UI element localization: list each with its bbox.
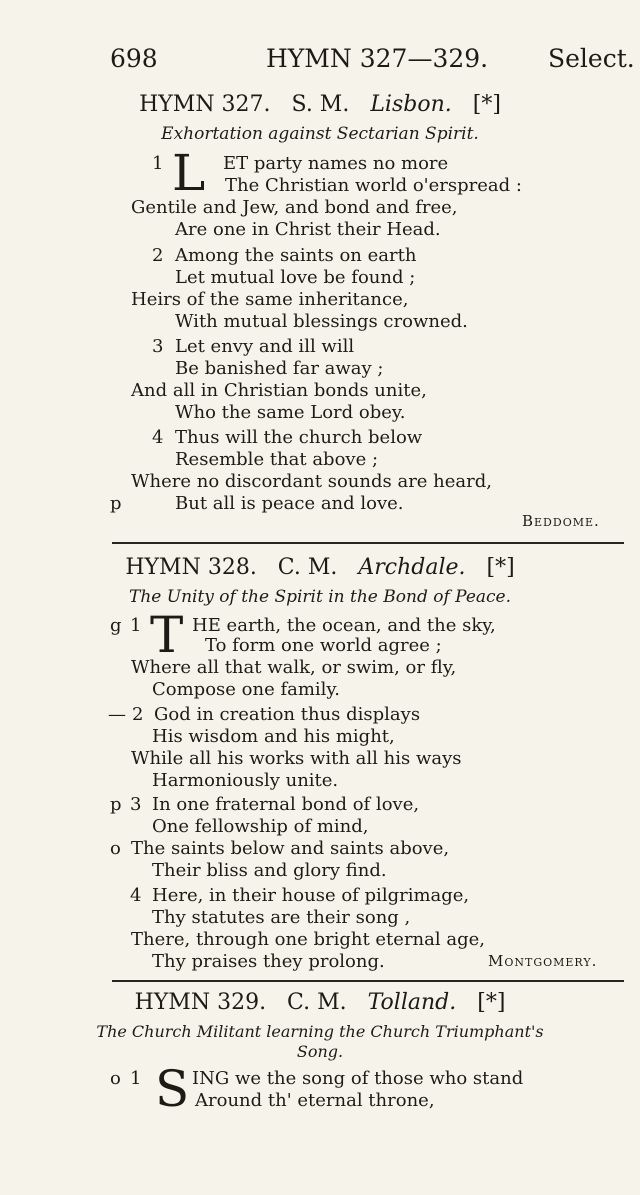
verse-line: Here, in their house of pilgrimage, bbox=[152, 885, 470, 906]
section-divider bbox=[112, 980, 624, 982]
hymn-328-title bbox=[0, 555, 640, 580]
verse-line: Thy praises they prolong. bbox=[152, 951, 385, 972]
verse-line: While all his works with all his ways bbox=[131, 748, 462, 769]
verse-line: Thy statutes are their song , bbox=[152, 907, 411, 928]
verse-line: His wisdom and his might, bbox=[152, 726, 395, 747]
hymn-329-subtitle: The Church Militant learning the Church Triumphant's bbox=[96, 1022, 544, 1041]
verse-line: ING we the song of those who stand bbox=[192, 1068, 524, 1089]
hymn-meter: C. M. bbox=[277, 555, 338, 580]
dynamic-mark: — bbox=[108, 704, 126, 725]
verse-number: 4 bbox=[130, 885, 142, 906]
dynamic-mark: p bbox=[110, 794, 122, 815]
verse-line: The saints below and saints above, bbox=[131, 838, 450, 859]
dynamic-mark: o bbox=[110, 1068, 121, 1089]
verse-line: And all in Christian bonds unite, bbox=[131, 380, 427, 401]
verse-line: With mutual blessings crowned. bbox=[175, 311, 468, 332]
verse-line: To form one world agree ; bbox=[205, 635, 442, 656]
dynamic-mark: o bbox=[110, 838, 121, 859]
verse-number: 1 bbox=[130, 1068, 142, 1089]
verse-line: Who the same Lord obey. bbox=[175, 402, 406, 423]
verse-line: Let envy and ill will bbox=[175, 336, 355, 357]
hymn-tag: [*] bbox=[486, 555, 515, 580]
verse-line: Where all that walk, or swim, or fly, bbox=[131, 657, 457, 678]
verse-line: Around th' eternal throne, bbox=[195, 1090, 435, 1111]
verse-line: Gentile and Jew, and bond and free, bbox=[131, 197, 458, 218]
verse-line: HE earth, the ocean, and the sky, bbox=[192, 615, 496, 636]
hymn-number: HYMN 329. bbox=[134, 990, 267, 1015]
hymn-327-title bbox=[0, 92, 640, 117]
drop-cap: S bbox=[155, 1060, 190, 1118]
hymn-meter: C. M. bbox=[287, 990, 347, 1015]
verse-number: 2 bbox=[132, 704, 144, 725]
running-title: HYMN 327—329. bbox=[266, 44, 489, 73]
verse-line: Among the saints on earth bbox=[175, 245, 417, 266]
verse-number: 1 bbox=[152, 153, 164, 174]
verse-line: ET party names no more bbox=[223, 153, 449, 174]
page-number: 698 bbox=[110, 44, 158, 73]
drop-cap: T bbox=[150, 606, 184, 664]
drop-cap: L bbox=[172, 144, 206, 202]
hymn-number: HYMN 328. bbox=[125, 555, 257, 580]
verse-number: 4 bbox=[152, 427, 164, 448]
verse-line: God in creation thus displays bbox=[154, 704, 421, 725]
hymn-meter: S. M. bbox=[291, 92, 350, 117]
verse-line: There, through one bright eternal age, bbox=[131, 929, 485, 950]
hymn-attribution: Beddome. bbox=[522, 512, 600, 530]
verse-line: Are one in Christ their Head. bbox=[175, 219, 441, 240]
hymn-tune: Lisbon. bbox=[370, 92, 452, 117]
verse-number: 3 bbox=[130, 794, 142, 815]
dynamic-mark: p bbox=[110, 493, 122, 514]
section-label: Select. bbox=[548, 44, 635, 73]
verse-line: Heirs of the same inheritance, bbox=[131, 289, 409, 310]
verse-line: Let mutual love be found ; bbox=[175, 267, 416, 288]
verse-line: Harmoniously unite. bbox=[152, 770, 339, 791]
hymn-tag: [*] bbox=[472, 92, 501, 117]
hymn-329-title bbox=[0, 990, 640, 1015]
dynamic-mark: g bbox=[110, 615, 122, 636]
hymn-328-subtitle: The Unity of the Spirit in the Bond of Peace. bbox=[128, 587, 512, 607]
verse-line: But all is peace and love. bbox=[175, 493, 404, 514]
hymn-tune: Tolland. bbox=[367, 990, 457, 1015]
hymn-number: HYMN 327. bbox=[139, 92, 271, 117]
verse-number: 3 bbox=[152, 336, 164, 357]
verse-line: The Christian world o'erspread : bbox=[225, 175, 522, 196]
verse-number: 1 bbox=[130, 615, 142, 636]
verse-line: One fellowship of mind, bbox=[152, 816, 369, 837]
verse-line: Their bliss and glory find. bbox=[152, 860, 387, 881]
hymn-327-subtitle: Exhortation against Sectarian Spirit. bbox=[161, 124, 479, 144]
verse-line: Resemble that above ; bbox=[175, 449, 379, 470]
verse-line: Compose one family. bbox=[152, 679, 340, 700]
verse-line: In one fraternal bond of love, bbox=[152, 794, 420, 815]
verse-number: 2 bbox=[152, 245, 164, 266]
verse-line: Thus will the church below bbox=[175, 427, 423, 448]
hymn-329-subtitle-cont: Song. bbox=[296, 1042, 344, 1061]
verse-line: Where no discordant sounds are heard, bbox=[131, 471, 492, 492]
verse-line: Be banished far away ; bbox=[175, 358, 384, 379]
hymn-attribution: Montgomery. bbox=[488, 952, 598, 970]
hymn-tune: Archdale. bbox=[358, 555, 466, 580]
hymn-tag: [*] bbox=[477, 990, 506, 1015]
section-divider bbox=[112, 542, 624, 544]
